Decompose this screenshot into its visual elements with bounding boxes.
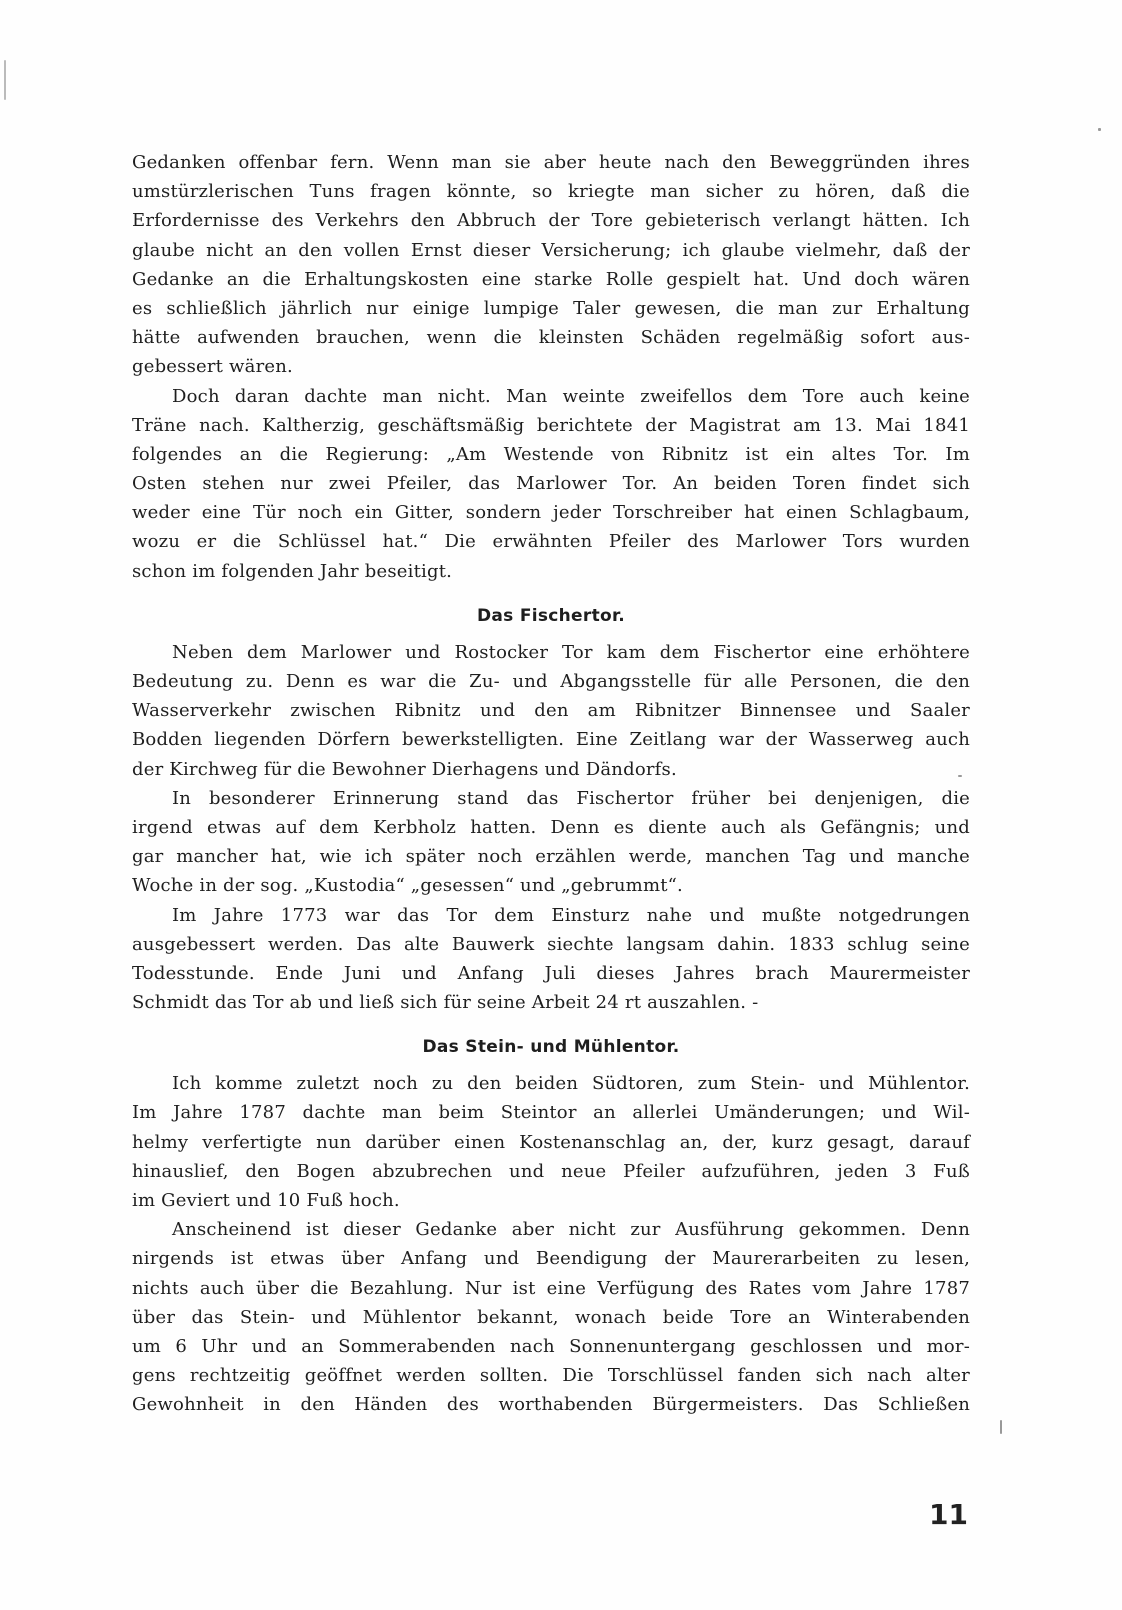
text-line: Ich komme zuletzt noch zu den beiden Südtoren, zum Stein- und Mühlentor.	[172, 1073, 970, 1095]
text-line: nichts auch über die Bezahlung. Nur ist eine Verfügung des Rates vom Jahre 1787	[132, 1277, 970, 1299]
text-line: helmy verfertigte nun darüber einen Kostenanschlag an, der, kurz gesagt, darauf	[132, 1131, 970, 1153]
text-line: der Kirchweg für die Bewohner Dierhagens und Dändorfs.	[132, 758, 677, 780]
paragraph	[132, 901, 970, 1018]
paragraph	[132, 148, 970, 382]
text-line: Gedanke an die Erhaltungskosten eine starke Rolle gespielt hat. Und doch wären	[132, 268, 970, 290]
text-line: Woche in der sog. „Kustodia“ „gesessen“ und „gebrummt“.	[132, 875, 683, 897]
text-line: wozu er die Schlüssel hat.“ Die erwähnten Pfeiler des Marlower Tors wurden	[132, 531, 970, 553]
text-line: über das Stein- und Mühlentor bekannt, wonach beide Tore an Winterabenden	[132, 1306, 970, 1328]
scan-speck	[958, 775, 962, 777]
text-line: um 6 Uhr und an Sommerabenden nach Sonnenuntergang geschlossen und mor-	[132, 1335, 970, 1357]
paragraph	[132, 1215, 970, 1419]
paragraph	[132, 638, 970, 784]
paragraph	[132, 784, 970, 901]
text-line: gens rechtzeitig geöffnet werden sollten. Die Torschlüssel fanden sich nach alter	[132, 1365, 970, 1387]
text-line: Erfordernisse des Verkehrs den Abbruch der Tore gebieterisch verlangt hätten. Ich	[132, 210, 970, 232]
text-line: Träne nach. Kaltherzig, geschäftsmäßig berichtete der Magistrat am 13. Mai 1841	[132, 414, 970, 436]
body-text	[132, 148, 970, 1420]
paragraph	[132, 1069, 970, 1215]
text-line: nirgends ist etwas über Anfang und Beendigung der Maurerarbeiten zu lesen,	[132, 1248, 970, 1270]
scan-speck	[1098, 128, 1101, 131]
text-line: hätte aufwenden brauchen, wenn die kleinsten Schäden regelmäßig sofort aus-	[132, 327, 970, 349]
text-line: Schmidt das Tor ab und ließ sich für seine Arbeit 24 rt auszahlen. -	[132, 992, 759, 1014]
text-line: Anscheinend ist dieser Gedanke aber nicht zur Ausführung gekommen. Denn	[172, 1219, 970, 1241]
text-line: umstürzlerischen Tuns fragen könnte, so kriegte man sicher zu hören, daß die	[132, 181, 970, 203]
text-line: Bedeutung zu. Denn es war die Zu- und Abgangsstelle für alle Personen, die den	[132, 671, 970, 692]
scan-speck	[1000, 1420, 1002, 1434]
text-line: glaube nicht an den vollen Ernst dieser Versicherung; ich glaube vielmehr, daß der	[132, 239, 970, 261]
text-line: gebessert wären.	[132, 356, 293, 378]
text-line: ausgebessert werden. Das alte Bauwerk siechte langsam dahin. 1833 schlug seine	[132, 933, 970, 955]
text-line: Todesstunde. Ende Juni und Anfang Juli dieses Jahres brach Maurermeister	[132, 962, 970, 984]
text-line: Gedanken offenbar fern. Wenn man sie aber heute nach den Beweggründen ihres	[132, 152, 970, 173]
text-line: Im Jahre 1773 war das Tor dem Einsturz nahe und mußte notgedrungen	[172, 904, 970, 926]
text-line: Wasserverkehr zwischen Ribnitz und den am Ribnitzer Binnensee und Saaler	[132, 700, 970, 722]
paragraph	[132, 382, 970, 586]
text-line: weder eine Tür noch ein Gitter, sondern jeder Torschreiber hat einen Schlagbaum,	[132, 502, 970, 524]
text-line: In besonderer Erinnerung stand das Fischertor früher bei denjenigen, die	[172, 787, 970, 809]
text-line: Im Jahre 1787 dachte man beim Steintor an allerlei Umänderungen; und Wil-	[132, 1102, 970, 1124]
page-number: 11	[929, 1498, 968, 1531]
text-line: Gewohnheit in den Händen des worthabenden Bürgermeisters. Das Schließen	[132, 1394, 970, 1416]
text-line: Bodden liegenden Dörfern bewerkstelligten. Eine Zeitlang war der Wasserweg auch	[132, 729, 970, 751]
text-line: hinauslief, den Bogen abzubrechen und neue Pfeiler aufzuführen, jeden 3 Fuß	[132, 1160, 970, 1182]
section-heading: Das Fischertor.	[477, 605, 625, 626]
text-line: Osten stehen nur zwei Pfeiler, das Marlower Tor. An beiden Toren findet sich	[132, 473, 970, 495]
scan-speck	[4, 60, 6, 100]
text-line: irgend etwas auf dem Kerbholz hatten. Denn es diente auch als Gefängnis; und	[132, 816, 970, 838]
text-line: im Geviert und 10 Fuß hoch.	[132, 1190, 400, 1211]
text-line: gar mancher hat, wie ich später noch erzählen werde, manchen Tag und manche	[132, 846, 970, 868]
section-heading: Das Stein- und Mühlentor.	[422, 1037, 680, 1058]
text-line: schon im folgenden Jahr beseitigt.	[132, 560, 453, 582]
text-line: folgendes an die Regierung: „Am Westende von Ribnitz ist ein altes Tor. Im	[132, 443, 970, 465]
text-line: Neben dem Marlower und Rostocker Tor kam dem Fischertor eine erhöhtere	[172, 641, 970, 663]
text-line: es schließlich jährlich nur einige lumpige Taler gewesen, die man zur Erhaltung	[132, 297, 970, 319]
text-line: Doch daran dachte man nicht. Man weinte zweifellos dem Tore auch keine	[172, 385, 970, 407]
